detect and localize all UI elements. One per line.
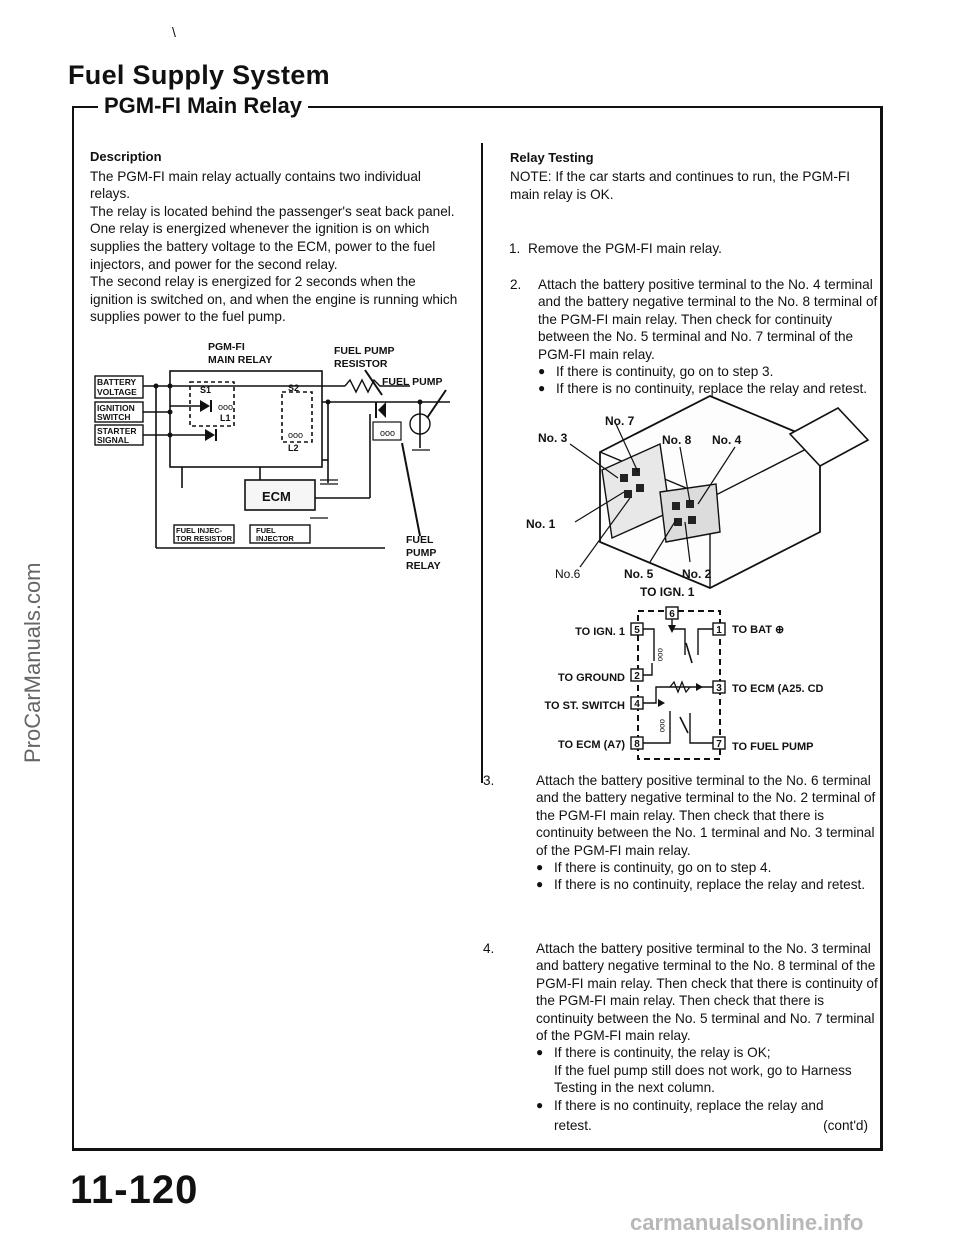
step-text: Remove the PGM-FI main relay.: [528, 241, 722, 256]
terminal-label-no5: No. 5: [624, 567, 654, 581]
terminal-num: 1: [716, 625, 722, 636]
description-paragraph: One relay is energized whenever the ignition is on which supplies the battery voltage to the ECM, power to the fuel injectors, and power for the second relay.: [90, 221, 436, 272]
step-bullet-line: ● If there is continuity, the relay is OK;: [554, 1045, 771, 1061]
pump-relay-label: RELAY: [406, 560, 441, 572]
pump-relay-label: PUMP: [406, 547, 437, 559]
step-bullet-line: If the fuel pump still does not work, go to Harness Testing in the next column.: [554, 1062, 852, 1096]
relay-testing-section: [510, 149, 876, 203]
schematic-left-label: TO GROUND: [557, 672, 625, 684]
relay-illustration: [520, 392, 880, 602]
watermark-bottom: carmanualsonline.info: [630, 1210, 864, 1235]
svg-text:ooo: ooo: [218, 402, 234, 412]
step-bullet: ● If there is continuity, go on to step 4.: [536, 859, 878, 876]
svg-text:ooo: ooo: [658, 719, 667, 733]
step-bullet: ● If there is continuity, go on to step 3.: [538, 363, 878, 380]
svg-text:ooo: ooo: [656, 648, 665, 662]
description-paragraph: The second relay is energized for 2 seconds when the ignition is switched on, and when the engine is running which supplies power to the fuel pump.: [90, 274, 458, 325]
starter-label: STARTER: [97, 426, 137, 436]
stray-mark: \: [172, 24, 176, 40]
description-heading: Description: [90, 149, 162, 164]
ignition-label: IGNITION: [97, 403, 135, 413]
terminal-num: 8: [634, 739, 640, 750]
to-ign-label: TO IGN. 1: [640, 585, 695, 599]
description-section: [90, 148, 460, 326]
circuit-diagram: [90, 338, 470, 578]
injector-label: FUEL: [256, 526, 276, 535]
step-3: [483, 772, 878, 894]
step-4: [483, 940, 878, 1134]
injector-label: INJECTOR: [256, 534, 294, 543]
terminal-label-no7: No. 7: [605, 414, 635, 428]
relay-testing-note: NOTE: If the car starts and continues to run, the PGM-FI main relay is OK.: [510, 169, 850, 202]
fuel-pump-label: FUEL PUMP: [382, 376, 443, 388]
column-divider: [481, 143, 483, 783]
section-title: Fuel Supply System: [68, 60, 330, 90]
terminal-label-no8: No. 8: [662, 433, 692, 447]
schematic-right-label: TO FUEL PUMP: [732, 741, 814, 753]
terminal-num: 5: [634, 625, 640, 636]
terminal-label-no2: No. 2: [682, 567, 712, 581]
step-number: 2.: [510, 277, 522, 292]
schematic-left-label: TO ECM (A7): [557, 739, 625, 751]
step-text: Attach the battery positive terminal to the No. 4 terminal and the battery negative terminal to the No. 8 terminal of the PGM-FI main relay. Then check for continuity between the No. 5 terminal and No. 7 terminal of the PGM-FI main relay.: [538, 277, 878, 362]
terminal-label-no3: No. 3: [538, 431, 568, 445]
terminal-schematic: [520, 603, 880, 765]
continued-label: (cont'd): [823, 1118, 868, 1134]
s1-label: S1: [200, 385, 212, 395]
ecm-label: ECM: [262, 489, 291, 504]
battery-label: BATTERY: [97, 377, 137, 387]
page-number: 11-120: [70, 1168, 199, 1212]
step-text: Attach the battery positive terminal to the No. 3 terminal and battery negative terminal to the No. 8 terminal of the PGM-FI main relay. Then check that there is continuity of the PGM-FI main relay. Then check that there is continuity between the No. 5 terminal and No. 7 terminal of the PGM-FI main relay.: [536, 941, 878, 1044]
step-bullet: ● If there is no continuity, replace the relay and: [536, 1097, 878, 1114]
battery-label: VOLTAGE: [97, 387, 137, 397]
injector-resistor-label: TOR RESISTOR: [176, 534, 232, 543]
terminal-label-no6: No.6: [555, 567, 581, 581]
step-bullet-end: [536, 1117, 878, 1134]
step-bullet: ● If there is no continuity, replace the relay and retest.: [538, 380, 878, 397]
l2-label: L2: [288, 443, 299, 453]
ignition-label: SWITCH: [97, 412, 131, 422]
step-1: [483, 240, 878, 257]
svg-text:ooo: ooo: [380, 428, 396, 438]
pump-resistor-label: FUEL PUMP: [334, 345, 395, 357]
schematic-left-label: TO IGN. 1: [575, 626, 625, 638]
subsection-title: PGM-FI Main Relay: [98, 93, 308, 119]
schematic-left-label: TO ST. SWITCH: [544, 700, 625, 712]
terminal-num: 6: [669, 609, 675, 620]
description-paragraph: The relay is located behind the passenger's seat back panel.: [90, 203, 455, 219]
watermark-side: ProCarManuals.com: [20, 562, 45, 763]
terminal-label-no4: No. 4: [712, 433, 742, 447]
terminal-num: 2: [634, 671, 640, 682]
s2-label: S2: [288, 383, 300, 393]
main-relay-label: MAIN RELAY: [208, 354, 273, 366]
svg-text:ooo: ooo: [288, 430, 304, 440]
description-paragraph: The PGM-FI main relay actually contains two individual relays.: [90, 168, 421, 202]
terminal-num: 3: [716, 683, 722, 694]
pump-relay-label: FUEL: [406, 534, 434, 546]
schematic-right-label: TO ECM (A25. CD: [732, 683, 824, 695]
step-number: 3.: [483, 773, 495, 788]
injector-resistor-label: FUEL INJEC-: [176, 526, 223, 535]
terminal-num: 7: [716, 739, 722, 750]
terminal-num: 4: [634, 699, 640, 710]
pump-resistor-label: RESISTOR: [334, 358, 388, 370]
step-2: [510, 276, 878, 398]
terminal-label-no1: No. 1: [526, 517, 556, 531]
step-number: 1.: [509, 241, 521, 256]
starter-label: SIGNAL: [97, 435, 130, 445]
schematic-right-label: TO BAT ⊕: [732, 624, 785, 636]
main-relay-label: PGM-FI: [208, 341, 245, 353]
step-bullet-line: retest.: [554, 1118, 592, 1134]
l1-label: L1: [220, 413, 231, 423]
step-text: Attach the battery positive terminal to the No. 6 terminal and the battery negative terminal to the No. 2 terminal of the PGM-FI main relay. Then check that there is continuity between the No. 1 terminal and No. 3 terminal of the PGM-FI main relay.: [536, 773, 876, 858]
step-bullet: ● If there is no continuity, replace the relay and retest.: [536, 876, 878, 893]
step-number: 4.: [483, 941, 495, 956]
step-bullet: [536, 1044, 878, 1096]
relay-testing-heading: Relay Testing: [510, 150, 594, 165]
